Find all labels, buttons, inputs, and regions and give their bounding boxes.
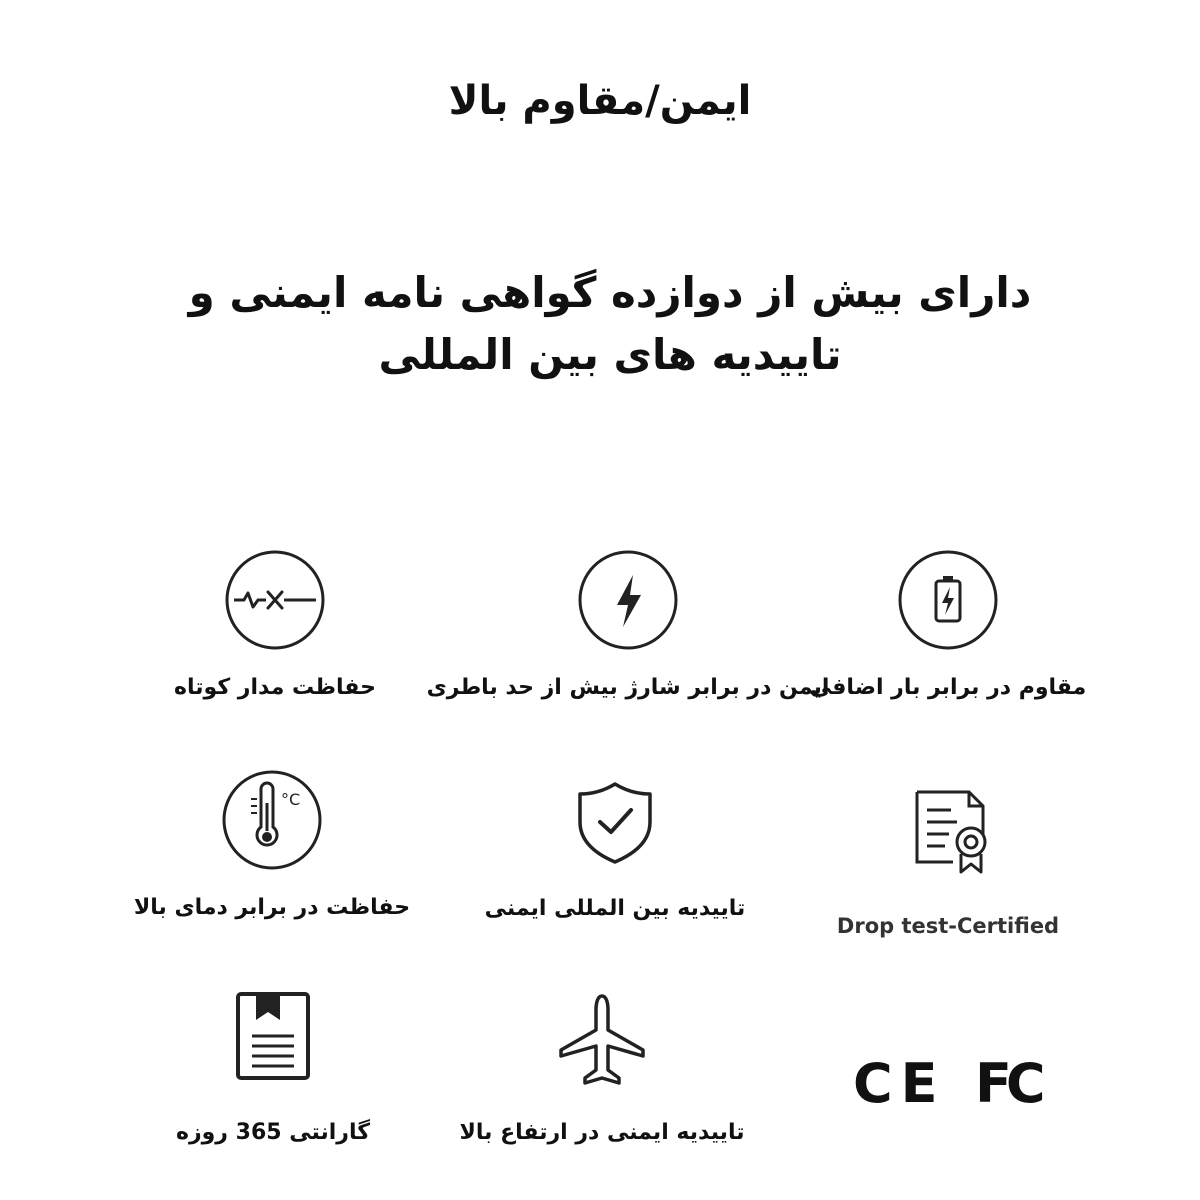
feature-warranty	[63, 990, 483, 1145]
battery-bolt-icon	[893, 545, 1003, 655]
feature-label: تاییدیه ایمنی در ارتفاع بالا	[459, 1120, 745, 1145]
feature-label: تاییدیه بین المللی ایمنی	[484, 896, 746, 921]
certificate-icon	[893, 784, 1003, 894]
airplane-icon	[547, 990, 657, 1100]
short-circuit-icon	[220, 545, 330, 655]
subtitle-line-2: تاییدیه های بین المللی	[378, 330, 842, 379]
feature-short-circuit	[65, 545, 485, 700]
feature-label: حفاظت مدار کوتاه	[174, 675, 376, 700]
feature-label: Drop test-Certified	[836, 914, 1060, 938]
svg-text:°C: °C	[281, 790, 301, 809]
feature-label: حفاظت در برابر دمای بالا	[133, 895, 411, 920]
page-subtitle	[180, 262, 1040, 386]
ce-mark: CE	[853, 1052, 946, 1115]
warranty-document-icon	[218, 990, 328, 1100]
subtitle-line-1: دارای بیش از دوازده گواهی نامه ایمنی و	[188, 268, 1032, 317]
page-title: ایمن/مقاوم بالا	[448, 78, 752, 124]
fc-mark: FC	[975, 1052, 1040, 1115]
certification-marks	[845, 1040, 1065, 1120]
thermometer-icon	[217, 765, 327, 875]
lightning-bolt-icon	[573, 545, 683, 655]
shield-check-icon	[560, 766, 670, 876]
feature-high-temperature	[62, 765, 482, 920]
feature-label: گارانتی 365 روزه	[175, 1120, 370, 1145]
feature-label: مقاوم در برابر بار اضافی	[809, 675, 1087, 700]
feature-label: ایمن در برابر شارژ بیش از حد باطری	[426, 675, 830, 700]
